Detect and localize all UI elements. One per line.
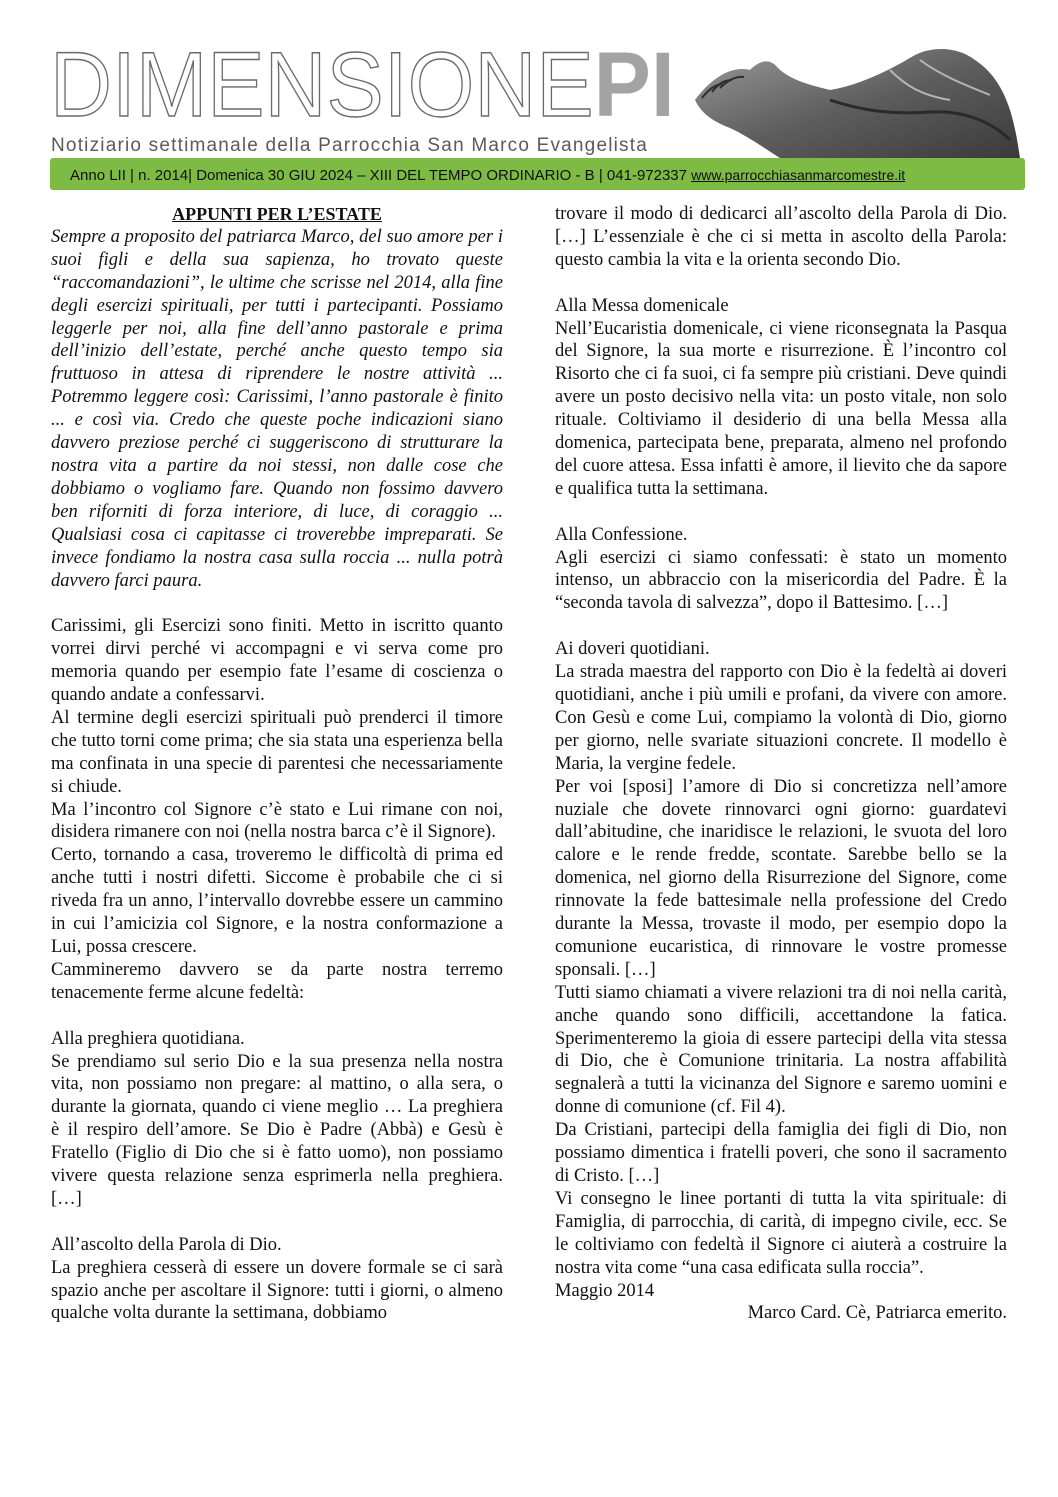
spacer <box>555 272 1007 295</box>
issue-band <box>50 158 1025 190</box>
spacer <box>51 592 503 615</box>
paragraph: Ma l’incontro col Signore c’è stato e Lui rimane con noi, disidera rimanere con noi (nella nostra barca c’è il Signore). <box>51 799 503 843</box>
title-accent: PI <box>593 34 675 136</box>
paragraph: Cammineremo davvero se da parte nostra terremo tenacemente ferme alcune fedeltà: <box>51 959 503 1003</box>
issue-details: Anno LII | n. 2014| Domenica 30 GIU 2024 – XIII DEL TEMPO ORDINARIO - B | 041-972337 <box>70 167 687 184</box>
article-date: Maggio 2014 <box>555 1280 655 1301</box>
section-heading: All’ascolto della Parola di Dio. <box>51 1234 282 1255</box>
paragraph: Al termine degli esercizi spirituali può prenderci il timore che tutto torni come prima; che sia stata una esperienza bella ma confinata in una specie di parentesi che necessariamente si chiude. <box>51 707 503 797</box>
paragraph: Carissimi, gli Esercizi sono finiti. Metto in iscritto quanto vorrei dirvi perché vi accompagni e vi serva come pro memoria quando per esempio fate l’esame di coscienza o quando andate a confessarvi. <box>51 616 503 706</box>
paragraph: La preghiera cesserà di essere un dovere formale se ci sarà spazio anche per ascoltare il Signore: tutti i giorni, o almeno qualche volta durante la settimana, dobbiamo <box>51 1257 503 1324</box>
spacer <box>555 615 1007 638</box>
spacer <box>555 501 1007 524</box>
section-heading: Ai doveri quotidiani. <box>555 639 710 660</box>
paragraph: Nell’Eucaristia domenicale, ci viene riconsegnata la Pasqua del Signore, la sua morte e risurrezione. È l’incontro col Risorto che ci fa suoi, ci fa sempre più cristiani. Deve quindi avere un posto decisivo nella vita: un posto vitale, non solo rituale. Coltiviamo il desiderio di una bella Messa alla domenica, partecipata bene, preparata, almeno nel profondo del cuore attesa. Essa infatti è amore, il lievito che da sapore e qualifica tutta la settimana. <box>555 318 1007 499</box>
paragraph: Da Cristiani, partecipi della famiglia dei figli di Dio, non possiamo dimentica i fratelli poveri, che sono il sacramento di Cristo. […] <box>555 1120 1007 1187</box>
website-link[interactable]: www.parrocchiasanmarcomestre.it <box>691 167 906 183</box>
paragraph: Certo, tornando a casa, troveremo le difficoltà di prima ed anche tutti i nostri difetti. Siccome è probabile che ci si riveda fra un anno, l’intervallo dovrebbe essere un cammino in cui l’amicizia col Signore, e la nostra conformazione a Lui, possa crescere. <box>51 845 503 957</box>
paragraph: Per voi [sposi] l’amore di Dio si concretizza nell’amore nuziale che dovete rinnovarci ogni giorno: guardatevi dall’abitudine, che inaridisce le relazioni, le svuota del loro calore e le rende fredde, scontate. Sarebbe bello se la domenica, nel giorno della Risurrezione del Signore, come rinnovate la fede battesimale nella professione del Credo durante la Messa, trovaste il modo, per esempio dopo la comunione eucaristica, di rinnovare le vostre promesse sponsali. […] <box>555 776 1007 980</box>
article-intro: Sempre a proposito del patriarca Marco, del suo amore per i suoi figli e della sua sapienza, ho trovato queste “raccomandazioni”, le ultime che scrisse nel 2014, alla fine degli esercizi spirituali, per tutti i partecipanti. Possiamo leggerle per noi, alla fine dell’anno pastorale e prima dell’inizio dell’estate, perché anche questo tempo sia fruttuoso in attesa di riprendere le nostre attività ... Potremmo leggere così: Carissimi, l’anno pastorale è finito ... e così via. Credo che queste poche indicazioni siano davvero preziose perché ci suggeriscono di strutturare la nostra vita a partire da noi stessi, non dalle cose che dobbiamo o vogliamo fare. Quando non fossimo davvero ben riforniti di forza interiore, di luce, di coraggio ... Qualsiasi cosa ci capitasse ci troverebbe impreparati. Se invece fondiamo la nostra casa sulla roccia ... nulla potrà davvero farci paura. <box>51 226 503 591</box>
title-main: DIMENSIONE <box>50 34 594 136</box>
masthead <box>0 0 1058 200</box>
section-heading: Alla Confessione. <box>555 524 688 545</box>
article-signature: Marco Card. Cè, Patriarca emerito. <box>747 1303 1007 1324</box>
paragraph: Vi consegno le linee portanti di tutta la vita spirituale: di Famiglia, di parrocchia, di carità, di impegno civile, ecc. Se le coltiviamo con fedeltà il Signore ci aiuterà a costruire la nostra vita come “una casa edificata sulla roccia”. <box>555 1188 1007 1278</box>
section-heading: Alla preghiera quotidiana. <box>51 1028 245 1049</box>
right-column <box>555 203 1007 1463</box>
article-title: APPUNTI PER L’ESTATE <box>172 204 382 224</box>
spacer <box>51 1211 503 1234</box>
paragraph: Tutti siamo chiamati a vivere relazioni tra di noi nella carità, anche quando sono difficili, accettandone la fatica. Sperimenteremo la gioia di essere partecipi della vita stessa di Dio, che è Comunione trinitaria. La nostra affabilità segnalerà a tutti la vicinanza del Signore e saremo uomini e donne di comunione (cf. Fil 4). <box>555 982 1007 1118</box>
issue-info <box>70 165 1015 185</box>
left-column <box>51 203 503 1463</box>
newsletter-title <box>50 34 675 136</box>
paragraph: Se prendiamo sul serio Dio e la sua presenza nella nostra vita, non possiamo non pregare: al mattino, o alla sera, o durante la giornata, quando ci viene meglio … La preghiera è il respiro dell’amore. Se Dio è Padre (Abbà) e Gesù è Fratello (Figlio di Dio che si è fatto uomo), non possiamo vivere questa relazione senza esprimerla nella preghiera. […] <box>51 1051 503 1209</box>
newsletter-subtitle: Notiziario settimanale della Parrocchia San Marco Evangelista <box>51 135 649 156</box>
spacer <box>51 1005 503 1028</box>
statue-icon <box>690 40 1020 158</box>
paragraph: Agli esercizi ci siamo confessati: è stato un momento intenso, un abbraccio con la misericordia del Padre. È la “seconda tavola di salvezza”, dopo il Battesimo. […] <box>555 547 1007 614</box>
paragraph: trovare il modo di dedicarci all’ascolto della Parola di Dio. […] L’essenziale è che ci si metta in ascolto della Parola: questo cambia la vita e la orienta secondo Dio. <box>555 204 1007 270</box>
paragraph: La strada maestra del rapporto con Dio è la fedeltà ai doveri quotidiani, anche i più umili e profani, da vivere con amore. Con Gesù e come Lui, compiamo la volontà di Dio, giorno per giorno, nelle svariate situazioni concrete. Il modello è Maria, la vergine fedele. <box>555 662 1007 774</box>
section-heading: Alla Messa domenicale <box>555 295 729 316</box>
